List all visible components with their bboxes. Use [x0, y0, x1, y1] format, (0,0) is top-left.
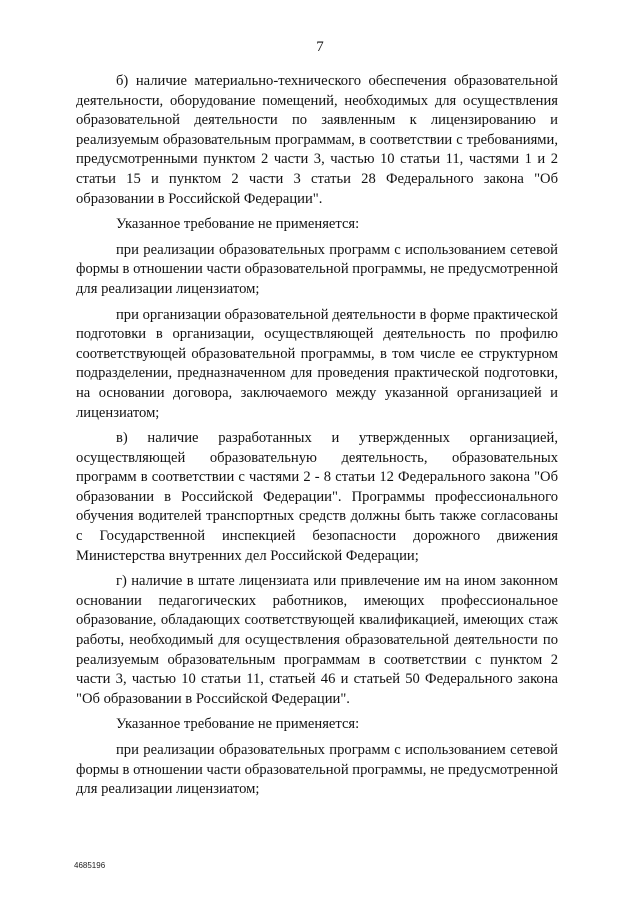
- document-body: [76, 72, 558, 800]
- paragraph-item-b: б) наличие материально-технического обеспечения образовательной деятельности, оборудование помещений, необходимых для осуществления образовательной деятельности по заявленным к лицензированию и реализуемым образовательным программам, в соответствии с требованиями, предусмотренными пунктом 2 части 3, частью 10 статьи 11, частями 1 и 2 статьи 15 и пунктом 2 части 3 статьи 28 Федерального закона "Об образовании в Российской Федерации".: [76, 73, 558, 207]
- paragraph-item-g: г) наличие в штате лицензиата или привлечение им на ином законном основании педагогических работников, имеющих профессиональное образование, обладающих соответствующей квалификацией, имеющих стаж работы, необходимый для осуществления образовательной деятельности по реализуемым образовательным программам в соответствии с пунктом 2 части 3, частью 10 статьи 11, статьей 46 и статьей 50 Федерального закона "Об образовании в Российской Федерации".: [76, 573, 558, 707]
- paragraph-exception-network-form-2: при реализации образовательных программ с использованием сетевой формы в отношении части образовательной программы, не предусмотренной для реализации лицензиатом;: [76, 742, 558, 798]
- paragraph-exception-network-form: при реализации образовательных программ с использованием сетевой формы в отношении части образовательной программы, не предусмотренной для реализации лицензиатом;: [76, 241, 558, 297]
- paragraph-item-v: в) наличие разработанных и утвержденных организацией, осуществляющей образовательную деятельность, образовательных программ в соответствии с частями 2 - 8 статьи 12 Федерального закона "Об образовании в Российской Федерации". Программы профессионального обучения водителей транспортных средств должны быть также согласованы с Государственной инспекцией безопасности дорожного движения Министерства внутренних дел Российской Федерации;: [76, 430, 558, 564]
- paragraph-exception-heading-2: Указанное требование не применяется:: [116, 716, 360, 733]
- page-number: 7: [316, 39, 324, 55]
- paragraph-exception-practical-training: при организации образовательной деятельности в форме практической подготовки в организации, осуществляющей деятельность по профилю соответствующей образовательной программы, в том числе ее структурном подразделении, предназначенном для проведения практической подготовки, на основании договора, заключаемого между указанной организацией и лицензиатом;: [76, 306, 558, 421]
- document-code: 4685196: [74, 861, 106, 870]
- paragraph-exception-heading: Указанное требование не применяется:: [116, 216, 360, 233]
